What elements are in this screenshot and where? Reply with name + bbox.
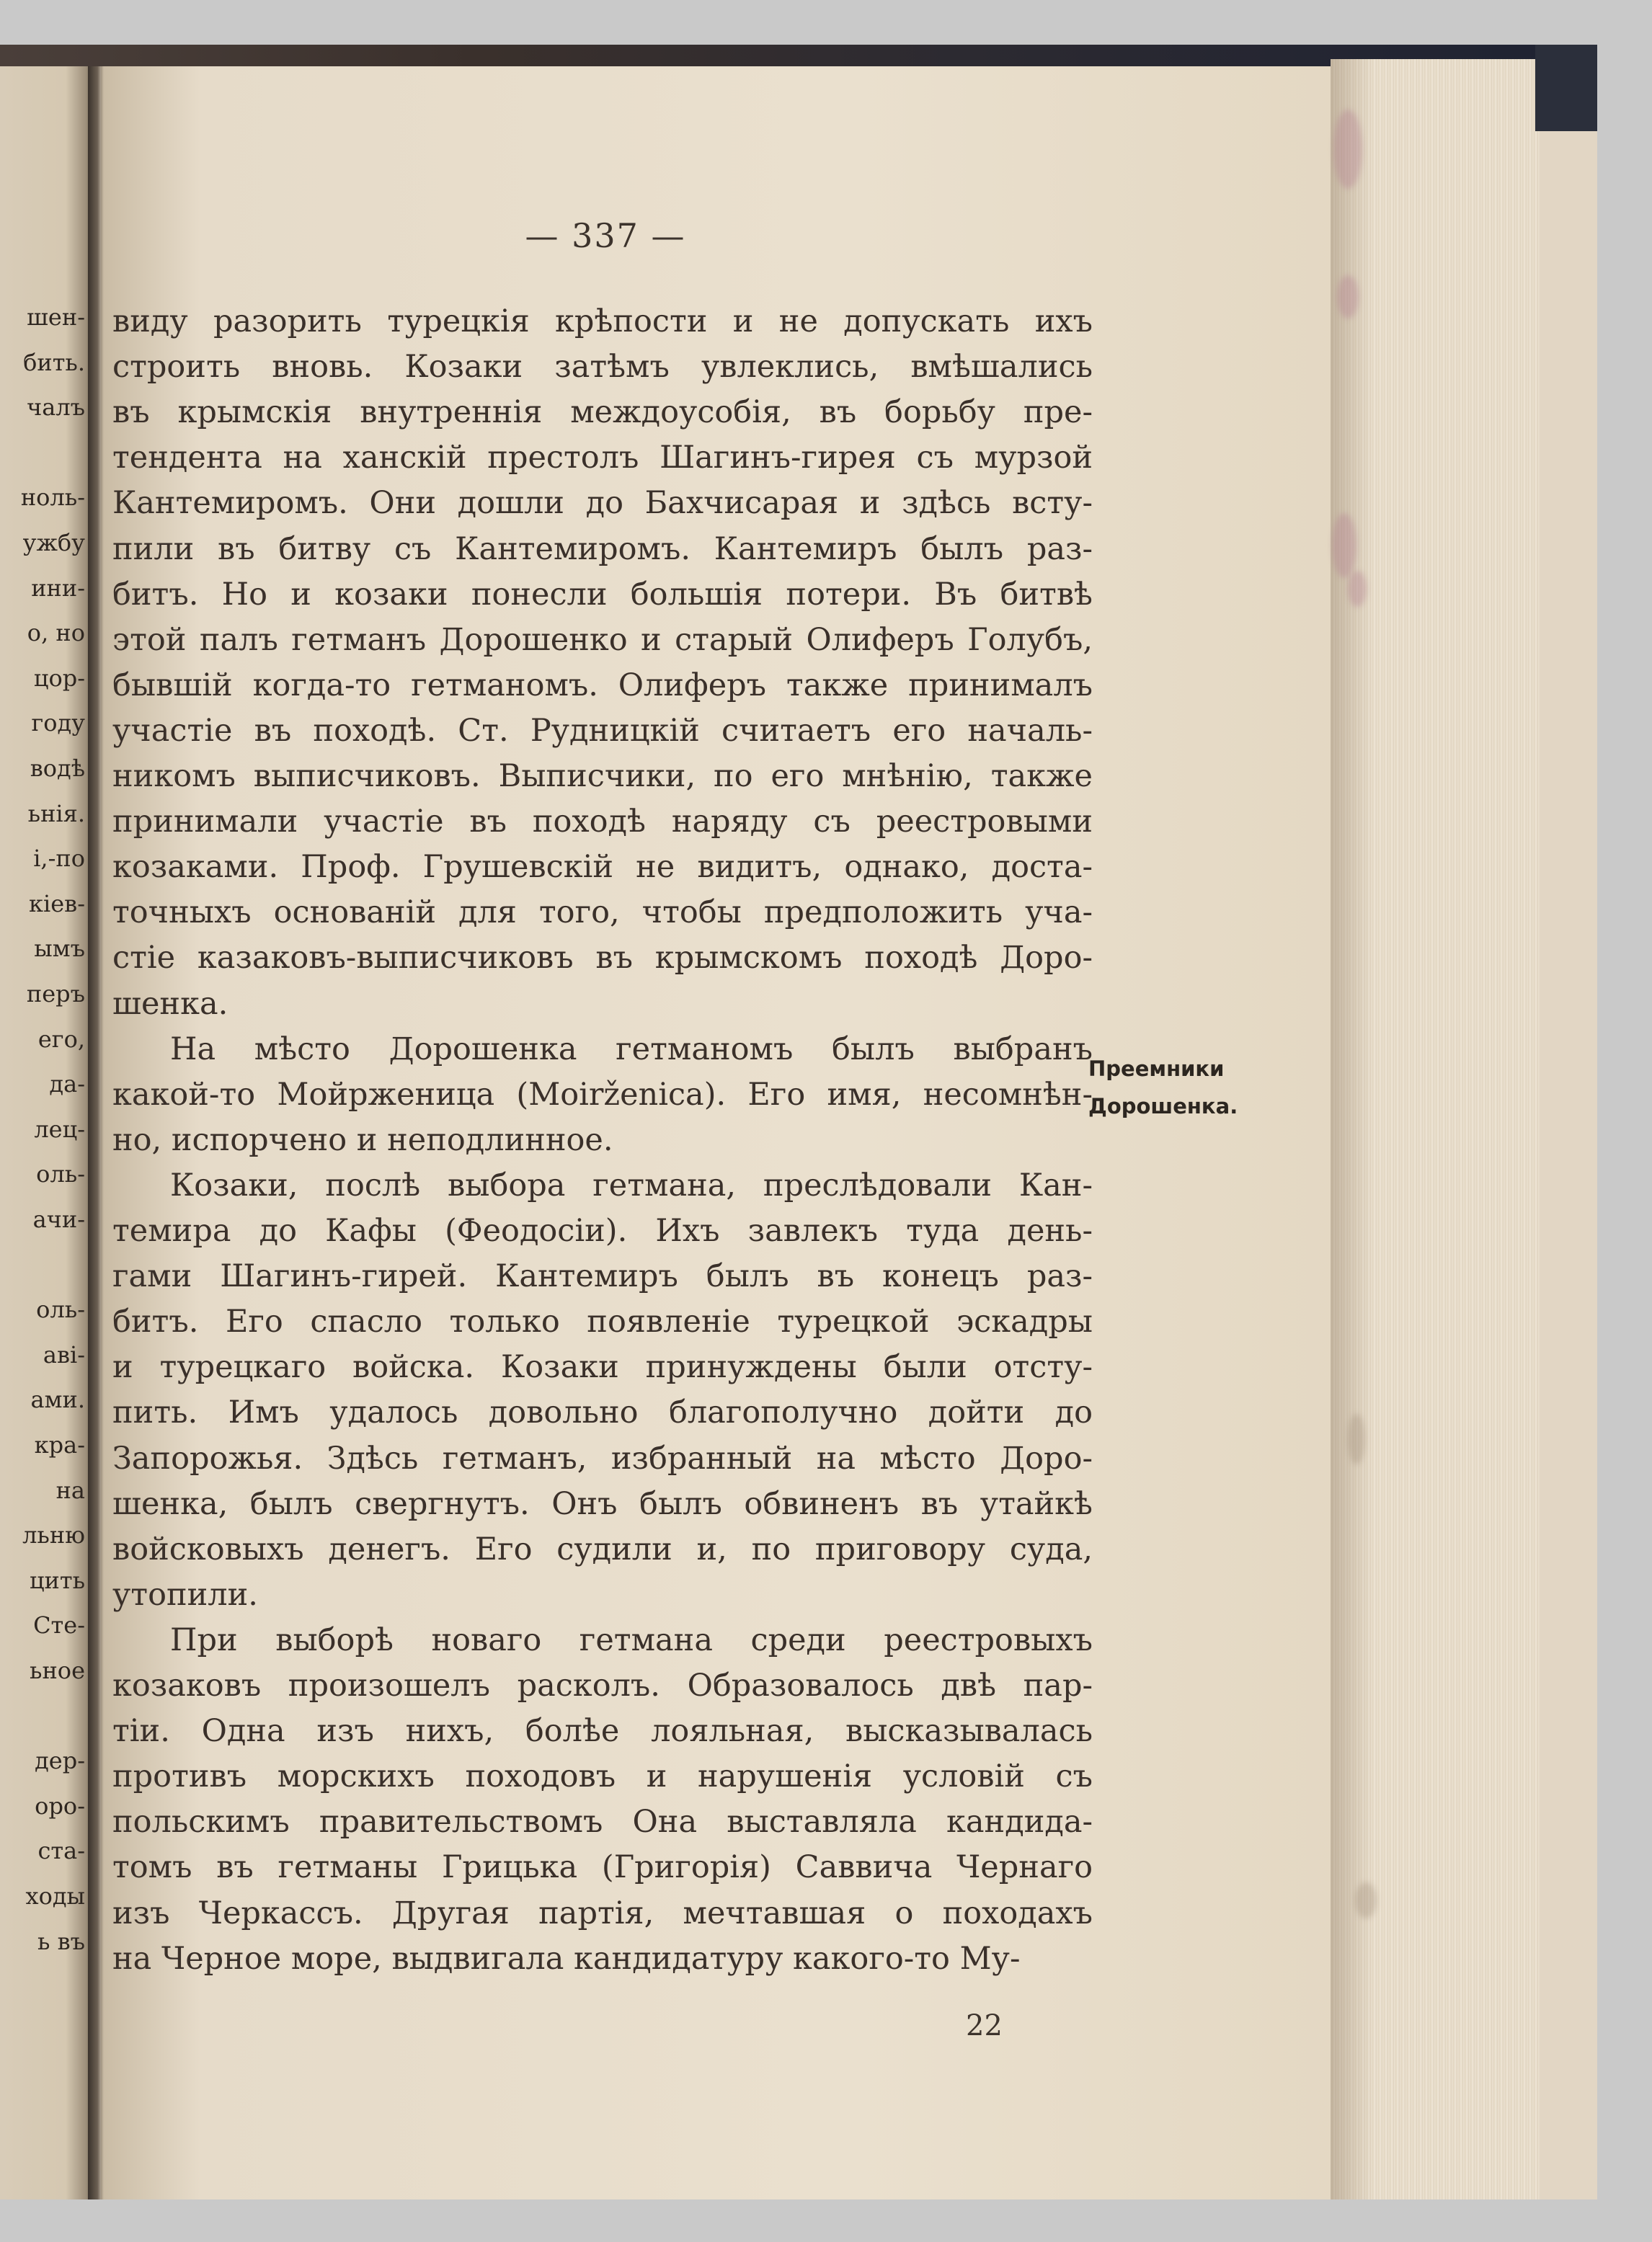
left-page-fragment: ьнія. xyxy=(27,799,85,827)
left-page-fragment: чалъ xyxy=(27,393,85,422)
text-line: строить вновь. Козаки затѣмъ увлеклись, вмѣшались xyxy=(112,349,1093,386)
text-line: какой-то Мойрженица (Moiržеnica). Его имя, несомнѣн- xyxy=(112,1076,1093,1113)
stain-mark xyxy=(1332,513,1356,578)
left-page-fragment: лец- xyxy=(34,1115,85,1143)
left-page-fragment: шен- xyxy=(27,303,85,331)
text-line: утопили. xyxy=(112,1576,258,1613)
text-line: участіе въ походѣ. Ст. Рудницкій считаетъ его началь- xyxy=(112,712,1093,749)
text-line: противъ морскихъ походовъ и нарушенія условій съ xyxy=(112,1758,1093,1795)
stain-mark xyxy=(1348,571,1367,607)
stain-mark xyxy=(1337,275,1359,319)
text-line: войсковыхъ денегъ. Его судили и, по приговору суда, xyxy=(112,1531,1093,1567)
left-page-fragment: кра- xyxy=(34,1431,85,1459)
signature-mark: 22 xyxy=(966,2009,1003,2042)
left-page-fragment: Сте- xyxy=(33,1611,85,1640)
left-page-fragment: оль- xyxy=(36,1160,85,1188)
margin-note-line: Преемники xyxy=(1088,1057,1225,1081)
left-page-fragment: ноль- xyxy=(20,484,85,512)
text-line: тендента на ханскій престолъ Шагинъ-гирея съ мурзой xyxy=(112,440,1093,476)
left-page-text-fragments xyxy=(0,252,85,2001)
left-page-fragment: о, но xyxy=(27,619,85,647)
left-page-fragment: бить. xyxy=(23,348,85,376)
text-line: темира до Кафы (Феодосіи). Ихъ завлекъ туда день- xyxy=(112,1213,1093,1249)
stain-mark xyxy=(1333,110,1362,189)
stain-mark xyxy=(1348,1414,1365,1464)
text-line: На мѣсто Дорошенка гетманомъ былъ выбранъ xyxy=(170,1031,1093,1067)
text-line: пить. Имъ удалось довольно благополучно дойти до xyxy=(112,1394,1093,1431)
left-page-fragment: оро- xyxy=(35,1792,85,1820)
left-page-fragment: і,-по xyxy=(33,845,85,873)
text-line: принимали участіе въ походѣ наряду съ реестровыми xyxy=(112,804,1093,840)
text-line: Запорожья. Здѣсь гетманъ, избранный на мѣсто Доро- xyxy=(112,1440,1093,1477)
page-number: — 337 — xyxy=(525,216,686,255)
text-line: точныхъ основаній для того, чтобы предположить уча- xyxy=(112,894,1093,931)
left-page-fragment: ста- xyxy=(37,1837,85,1865)
text-line: этой палъ гетманъ Дорошенко и старый Олиферъ Голубъ, xyxy=(112,621,1093,658)
left-page-fragment: цить xyxy=(29,1566,85,1594)
text-line: стіе казаковъ-выписчиковъ въ крымскомъ походѣ Доро- xyxy=(112,940,1093,977)
cover-corner xyxy=(1535,45,1597,131)
left-page-fragment: его, xyxy=(37,1025,85,1053)
left-page-fragment: аві- xyxy=(43,1340,85,1369)
stain-mark xyxy=(1355,1882,1377,1918)
left-page-fragment: году xyxy=(31,709,85,737)
left-page-fragment: ходы xyxy=(25,1882,85,1910)
left-page-fragment: цор- xyxy=(33,664,85,692)
left-page-fragment: кіев- xyxy=(29,889,85,917)
margin-note-line: Дорошенка. xyxy=(1088,1094,1238,1118)
text-line: шенка. xyxy=(112,985,228,1022)
left-page-fragment: ь въ xyxy=(37,1927,85,1955)
left-page-fragment: ачи- xyxy=(32,1206,85,1233)
text-line: тіи. Одна изъ нихъ, болѣе лояльная, высказывалась xyxy=(112,1713,1093,1750)
book-spine xyxy=(88,66,104,2199)
margin-note xyxy=(1088,1050,1238,1125)
text-line: въ крымскія внутреннія междоусобія, въ борьбу пре- xyxy=(112,394,1093,431)
text-line: польскимъ правительствомъ Она выставляла кандида- xyxy=(112,1804,1093,1841)
text-line: и турецкаго войска. Козаки принуждены были отсту- xyxy=(112,1349,1093,1386)
text-line: бывшій когда-то гетманомъ. Олиферъ также принималъ xyxy=(112,667,1093,703)
text-line: Козаки, послѣ выбора гетмана, преслѣдовали Кан- xyxy=(170,1167,1093,1204)
left-page-fragment: на xyxy=(55,1476,85,1504)
left-page-fragment: ужбу xyxy=(22,529,85,556)
page-edges-shadow xyxy=(1331,59,1374,2199)
text-line: изъ Черкассъ. Другая партія, мечтавшая о походахъ xyxy=(112,1895,1093,1931)
left-page-fragment: льню xyxy=(22,1521,85,1549)
text-line: При выборѣ новаго гетмана среди реестровыхъ xyxy=(170,1622,1093,1658)
text-line: пили въ битву съ Кантемиромъ. Кантемиръ былъ раз- xyxy=(112,530,1093,567)
text-line: козаками. Проф. Грушевскій не видитъ, однако, доста- xyxy=(112,849,1093,886)
text-line: томъ въ гетманы Грицька (Григорія) Саввича Чернаго xyxy=(112,1849,1093,1886)
left-page-fragment: оль- xyxy=(36,1296,85,1324)
text-line: козаковъ произошелъ расколъ. Образовалось двѣ пар- xyxy=(112,1668,1093,1704)
left-page-fragment: ымъ xyxy=(34,935,85,963)
left-page-fragment: ини- xyxy=(31,574,85,602)
left-page-fragment: да- xyxy=(49,1070,85,1098)
text-line: битъ. Но и козаки понесли большія потери. Въ битвѣ xyxy=(112,576,1093,613)
text-line: виду разорить турецкія крѣпости и не допускать ихъ xyxy=(112,303,1093,339)
text-line: гами Шагинъ-гирей. Кантемиръ былъ въ конецъ раз- xyxy=(112,1258,1093,1295)
left-page-fragment: перъ xyxy=(26,980,85,1007)
text-line: но, испорчено и неподлинное. xyxy=(112,1121,613,1158)
text-line: никомъ выписчиковъ. Выписчики, по его мнѣнію, также xyxy=(112,758,1093,794)
left-page-fragment: ьное xyxy=(30,1657,85,1684)
left-page-fragment: дер- xyxy=(35,1747,85,1775)
text-line: шенка, былъ свергнутъ. Онъ былъ обвиненъ въ утайкѣ xyxy=(112,1485,1093,1522)
left-page-fragment: ами. xyxy=(30,1386,85,1414)
text-line: на Черное море, выдвигала кандидатуру какого-то Му- xyxy=(112,1940,1021,1977)
text-line: битъ. Его спасло только появленіе турецкой эскадры xyxy=(112,1304,1093,1340)
left-page-fragment: водѣ xyxy=(30,755,85,782)
text-line: Кантемиромъ. Они дошли до Бахчисарая и здѣсь всту- xyxy=(112,485,1093,522)
